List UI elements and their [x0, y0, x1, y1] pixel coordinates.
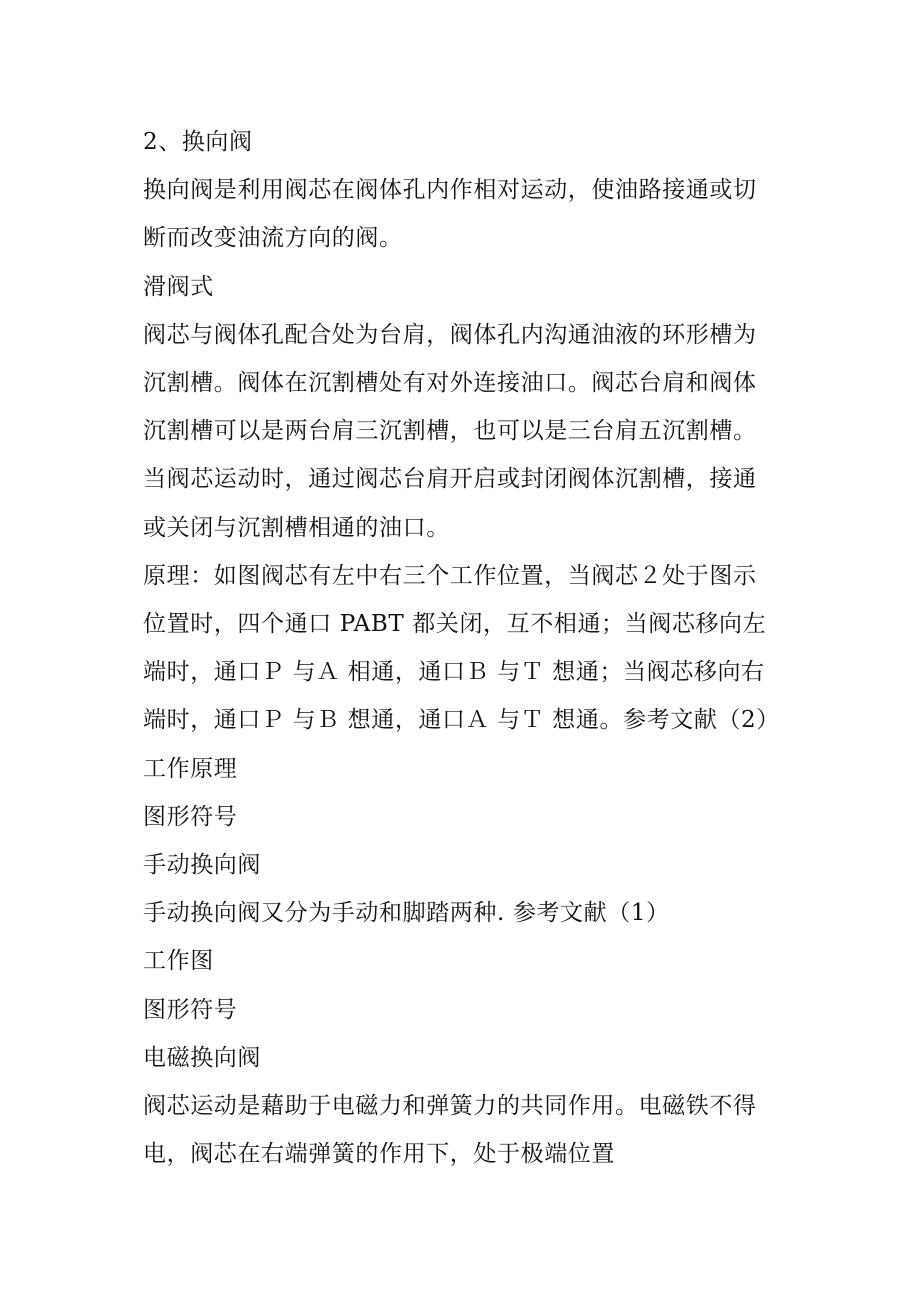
paragraph-line: 手动换向阀又分为手动和脚踏两种. 参考文献（1）	[143, 900, 670, 927]
paragraph-line: 端时，通口Ｐ 与Ｂ 想通，通口Ａ 与Ｔ 想通。参考文献（2）	[143, 707, 780, 734]
paragraph-line: 沉割槽。阀体在沉割槽处有对外连接油口。阀芯台肩和阀体	[143, 370, 757, 397]
label-graphic-symbol: 图形符号	[143, 803, 238, 830]
subheading-manual-valve: 手动换向阀	[143, 852, 261, 879]
paragraph-line: 或关闭与沉割槽相通的油口。	[143, 514, 450, 541]
paragraph-line: 阀芯与阀体孔配合处为台肩，阀体孔内沟通油液的环形槽为	[143, 321, 757, 348]
document-body	[143, 118, 823, 1178]
paragraph-line: 断而改变油流方向的阀。	[143, 225, 403, 252]
subheading-solenoid-valve: 电磁换向阀	[143, 1044, 261, 1071]
paragraph-line: 当阀芯运动时，通过阀芯台肩开启或封闭阀体沉割槽，接通	[143, 466, 757, 493]
paragraph-line: 阀芯运动是藉助于电磁力和弹簧力的共同作用。电磁铁不得	[143, 1093, 757, 1120]
label-graphic-symbol: 图形符号	[143, 996, 238, 1023]
label-working-diagram: 工作图	[143, 948, 214, 975]
paragraph-line: 位置时，四个通口 PABT 都关闭，互不相通；当阀芯移向左	[143, 611, 767, 638]
subheading-spool-type: 滑阀式	[143, 273, 214, 300]
paragraph-line: 换向阀是利用阀芯在阀体孔内作相对运动，使油路接通或切	[143, 177, 757, 204]
section-heading-reversing-valve: 2、换向阀	[143, 129, 253, 155]
paragraph-line: 端时，通口Ｐ 与Ａ 相通，通口Ｂ 与Ｔ 想通；当阀芯移向右	[143, 659, 765, 686]
paragraph-line: 电，阀芯在右端弹簧的作用下，处于极端位置	[143, 1141, 615, 1168]
paragraph-line: 沉割槽可以是两台肩三沉割槽，也可以是三台肩五沉割槽。	[143, 418, 757, 445]
paragraph-line: 原理：如图阀芯有左中右三个工作位置，当阀芯２处于图示	[143, 562, 757, 589]
label-working-principle: 工作原理	[143, 755, 238, 782]
